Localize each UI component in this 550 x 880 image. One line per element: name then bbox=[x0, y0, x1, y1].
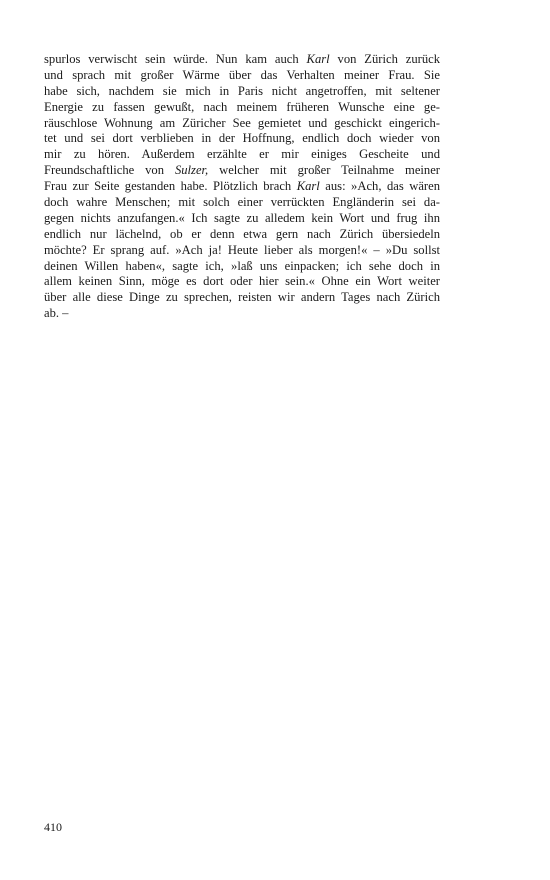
text-line: Energie zu fassen gewußt, nach meinem früheren Wunsche eine ge- bbox=[44, 99, 440, 114]
text-line: spurlos verwischt sein würde. Nun kam auch Karl von Zürich zurück bbox=[44, 52, 440, 66]
text-line: möchte? Er sprang auf. »Ach ja! Heute lieber als morgen!« – »Du sollst bbox=[44, 242, 440, 257]
text-line: tet und sei dort verblieben in der Hoffnung, endlich doch wieder von bbox=[44, 131, 440, 146]
text-line: deinen Willen haben«, sagte ich, »laß uns einpacken; ich sehe doch in bbox=[44, 258, 440, 273]
text-line: und sprach mit großer Wärme über das Verhalten meiner Frau. Sie bbox=[44, 67, 440, 82]
text-line: ab. – bbox=[44, 306, 69, 321]
text-line: räuschlose Wohnung am Züricher See gemietet und geschickt eingerich- bbox=[44, 115, 440, 130]
italic-name: Sulzer, bbox=[174, 163, 209, 178]
page-number: 410 bbox=[44, 820, 62, 834]
text-line: gegen nichts anzufangen.« Ich sagte zu alledem kein Wort und frug ihn bbox=[44, 210, 440, 225]
text-line: allem keinen Sinn, möge es dort oder hier sein.« Ohne ein Wort weiter bbox=[44, 274, 440, 289]
italic-name: Karl bbox=[306, 52, 330, 66]
text-line: Freundschaftliche von Sulzer, welcher mit großer Teilnahme meiner bbox=[44, 163, 440, 178]
text-line: mir zu hören. Außerdem erzählte er mir einiges Gescheite und bbox=[44, 147, 440, 162]
text-line: Frau zur Seite gestanden habe. Plötzlich brach Karl aus: »Ach, das wären bbox=[44, 179, 440, 194]
italic-name: Karl bbox=[296, 179, 320, 194]
body-paragraph bbox=[44, 52, 440, 322]
text-line: endlich nur lächelnd, ob er denn etwa gern nach Zürich übersiedeln bbox=[44, 226, 440, 241]
text-line: über alle diese Dinge zu sprechen, reisten wir andern Tages nach Zürich bbox=[44, 290, 440, 305]
text-line: doch wahre Menschen; mit solch einer verrückten Engländerin sei da- bbox=[44, 195, 440, 210]
text-line: habe sich, nachdem sie mich in Paris nicht angetroffen, mit seltener bbox=[44, 83, 440, 98]
